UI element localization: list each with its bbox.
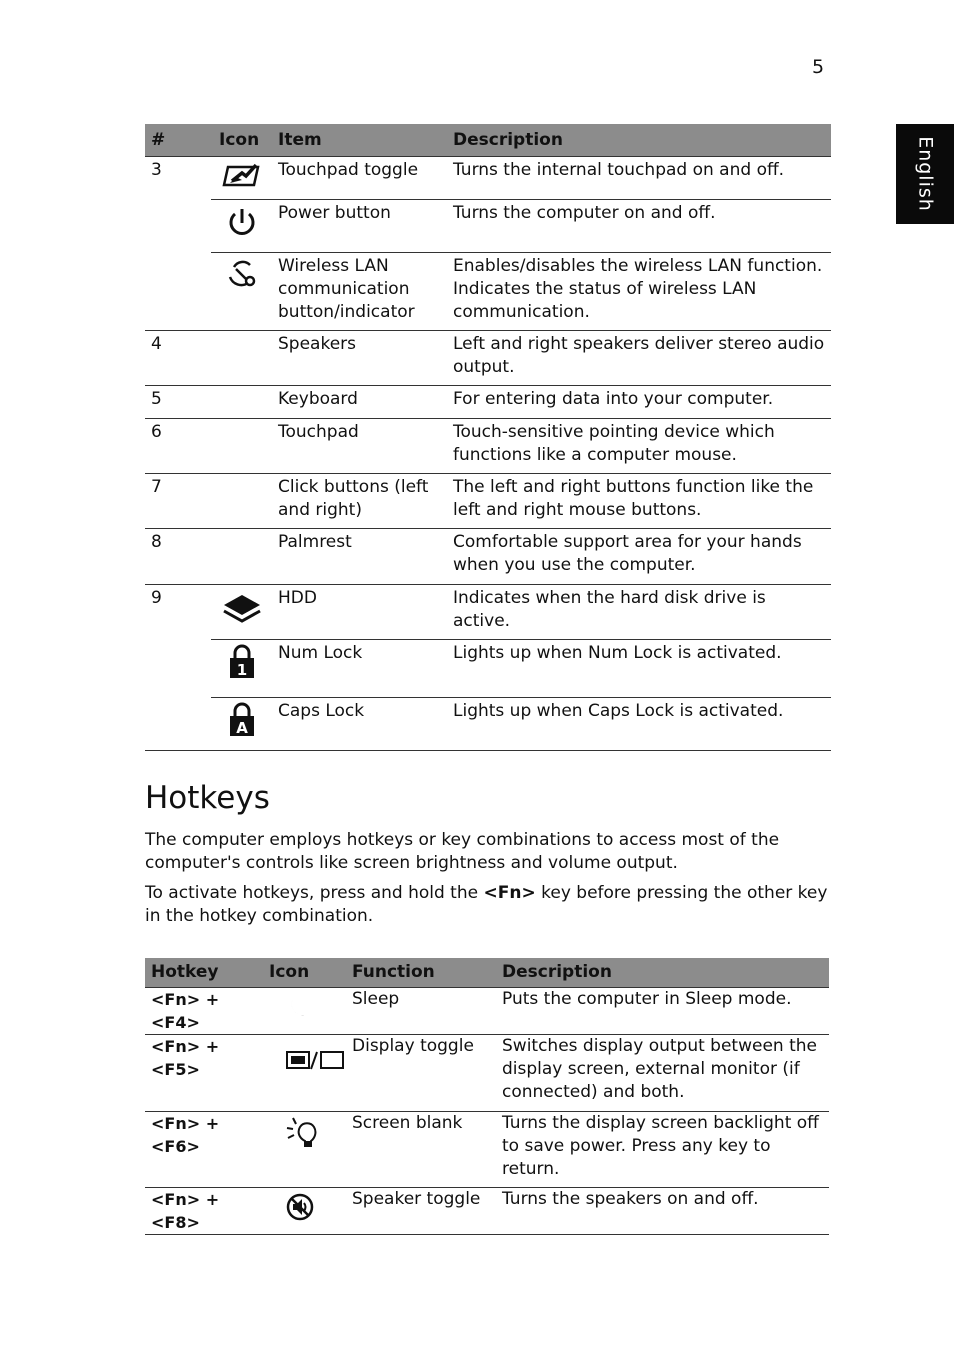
col-header-icon: Icon: [263, 958, 346, 988]
item-name: Click buttons (left and right): [272, 474, 447, 529]
icon-cell: [263, 1035, 346, 1112]
item-name: Power button: [272, 200, 447, 253]
item-description: Turns the computer on and off.: [447, 200, 831, 253]
icon-cell: [211, 698, 272, 751]
item-description: Indicates when the hard disk drive is active.: [447, 585, 831, 640]
components-header-row: [145, 124, 831, 157]
item-name: Wireless LAN communication button/indicator: [272, 253, 447, 331]
table-row: [145, 1035, 829, 1112]
language-side-tab: [896, 124, 954, 224]
table-row: [145, 419, 831, 474]
screen-blank-icon: [285, 1116, 319, 1150]
row-number: 4: [145, 331, 211, 386]
item-name: HDD: [272, 585, 447, 640]
row-number: 3: [151, 160, 162, 180]
item-name: Touchpad: [272, 419, 447, 474]
icon-cell: [263, 1188, 346, 1235]
item-name: Speakers: [272, 331, 447, 386]
row-number: 5: [145, 386, 211, 419]
icon-cell: [211, 585, 272, 640]
icon-cell: [211, 157, 272, 200]
item-description: Enables/disables the wireless LAN function. Indicates the status of wireless LAN communication.: [447, 253, 831, 331]
col-header-description: Description: [496, 958, 829, 988]
power-icon: [226, 204, 258, 240]
function-name: Display toggle: [346, 1035, 496, 1112]
speaker-mute-icon: [285, 1192, 315, 1222]
num-lock-icon: [227, 644, 257, 680]
hdd-icon: [222, 589, 262, 625]
svg-text:1: 1: [236, 661, 247, 679]
row-number: [145, 200, 211, 253]
hotkeys-header-row: [145, 958, 829, 988]
icon-cell: [211, 331, 272, 386]
item-name: Num Lock: [272, 640, 447, 698]
col-header-icon: Icon: [211, 124, 272, 157]
function-name: Sleep: [346, 988, 496, 1035]
table-row: [145, 200, 831, 253]
item-description: Lights up when Caps Lock is activated.: [447, 698, 831, 751]
icon-cell: [211, 386, 272, 419]
touchpad-toggle-icon: [222, 161, 262, 189]
row-number: [145, 253, 211, 331]
table-row: [145, 988, 829, 1035]
icon-cell: [211, 474, 272, 529]
col-header-item: Item: [272, 124, 447, 157]
function-name: Screen blank: [346, 1112, 496, 1188]
table-row: [145, 1188, 829, 1235]
icon-cell: [263, 988, 346, 1035]
activation-text-before: To activate hotkeys, press and hold the: [145, 883, 484, 903]
table-row: [145, 331, 831, 386]
item-name: Palmrest: [272, 529, 447, 585]
item-description: The left and right buttons function like the left and right mouse buttons.: [447, 474, 831, 529]
table-row: [145, 529, 831, 585]
table-row: [145, 386, 831, 419]
function-description: Switches display output between the display screen, external monitor (if connected) and both.: [496, 1035, 829, 1112]
sleep-moon-icon: [285, 992, 315, 1020]
function-description: Turns the speakers on and off.: [496, 1188, 829, 1235]
col-header-hotkey: Hotkey: [145, 958, 263, 988]
icon-cell: [211, 640, 272, 698]
display-toggle-icon: [285, 1039, 345, 1073]
col-header-num: #: [145, 124, 211, 157]
icon-cell: [211, 253, 272, 331]
table-row: [145, 640, 831, 698]
language-label: English: [914, 136, 937, 212]
table-row: [145, 585, 831, 640]
table-row: [145, 474, 831, 529]
table-row: [145, 157, 831, 200]
row-number: [145, 640, 211, 698]
icon-cell: [263, 1112, 346, 1188]
hotkey-combo: <Fn> + <F5>: [145, 1035, 263, 1112]
fn-key-label: <Fn>: [483, 883, 536, 903]
icon-cell: [211, 419, 272, 474]
wireless-lan-icon: [226, 257, 258, 289]
item-name: Touchpad toggle: [272, 157, 447, 200]
hotkeys-table: [145, 958, 829, 1235]
caps-lock-icon: [227, 702, 257, 738]
function-name: Speaker toggle: [346, 1188, 496, 1235]
intro-paragraph: The computer employs hotkeys or key combinations to access most of the computer's controls like screen brightness and volume output.: [145, 830, 780, 873]
row-number: 8: [145, 529, 211, 585]
item-description: Lights up when Num Lock is activated.: [447, 640, 831, 698]
col-header-function: Function: [346, 958, 496, 988]
function-description: Turns the display screen backlight off to save power. Press any key to return.: [496, 1112, 829, 1188]
icon-cell: [211, 529, 272, 585]
hotkey-combo: <Fn> + <F6>: [145, 1112, 263, 1188]
page-number: 5: [812, 56, 825, 78]
item-description: Turns the internal touchpad on and off.: [447, 157, 831, 200]
hotkey-combo: <Fn> + <F4>: [145, 988, 263, 1035]
table-row: [145, 1112, 829, 1188]
item-description: Left and right speakers deliver stereo audio output.: [447, 331, 831, 386]
item-name: Keyboard: [272, 386, 447, 419]
item-description: Comfortable support area for your hands when you use the computer.: [447, 529, 831, 585]
components-table: [145, 124, 831, 751]
table-row: [145, 253, 831, 331]
hotkey-combo: <Fn> + <F8>: [145, 1188, 263, 1235]
section-title: Hotkeys: [145, 780, 270, 816]
row-number: 7: [145, 474, 211, 529]
activation-text-after: key before pressing the other key in the hotkey combination.: [145, 883, 828, 926]
svg-text:A: A: [235, 719, 248, 737]
item-description: For entering data into your computer.: [447, 386, 831, 419]
item-name: Caps Lock: [272, 698, 447, 751]
row-number: 9: [151, 588, 162, 608]
function-description: Puts the computer in Sleep mode.: [496, 988, 829, 1035]
row-number: [145, 698, 211, 751]
table-row: [145, 698, 831, 751]
col-header-description: Description: [447, 124, 831, 157]
icon-cell: [211, 200, 272, 253]
activation-paragraph: [145, 882, 835, 928]
row-number: 6: [145, 419, 211, 474]
item-description: Touch-sensitive pointing device which functions like a computer mouse.: [447, 419, 831, 474]
